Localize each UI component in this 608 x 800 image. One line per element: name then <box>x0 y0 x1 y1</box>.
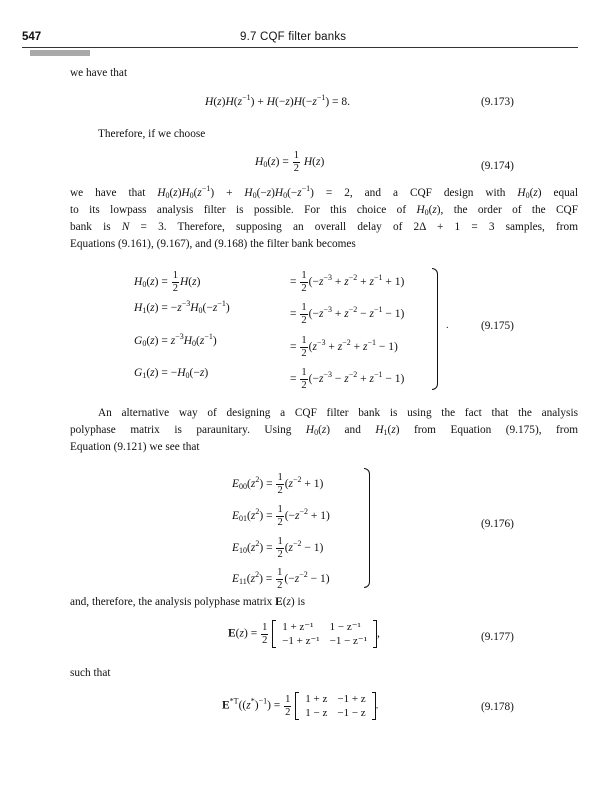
paragraph-5: and, therefore, the analysis polyphase matrix E(z) is <box>70 596 306 608</box>
paragraph-4-line-1: An alternative way of designing a CQF filter bank is using the fact that the analysis <box>98 407 578 419</box>
chapter-tab <box>30 50 90 56</box>
equation-9-175-row-2-rhs: = $\frac{1}{2}$ $(-z^{-3} + z^{-2} - z^{-1} - 1)$ <box>290 302 405 326</box>
equation-9-176-row-4: $E_{11}(z^2)$ = $\frac{1}{2}$ $(-z^{-2} - 1)$ <box>232 567 330 591</box>
running-title: 9.7 CQF filter banks <box>240 31 347 43</box>
equation-number-9-177: (9.177) <box>481 631 514 643</box>
equation-9-175-row-1-lhs: $H_0(z)$ = $\frac{1}{2}$ H(z) <box>134 270 201 294</box>
equation-9-177: E(z) = $\frac{1}{2}$ 1 + z⁻¹ 1 − z⁻¹ −1 + z⁻¹ −1 − z⁻¹ , <box>228 621 380 647</box>
paragraph-3-line-3: bank is N = 3. Therefore, supposing an overall delay of 2Δ + 1 = 3 samples, from <box>70 221 578 233</box>
paragraph-3-line-4: Equations (9.161), (9.167), and (9.168) the filter bank becomes <box>70 238 356 250</box>
paragraph-4-line-2: polyphase matrix is paraunitary. Using $H_0(z)$ and $H_1(z)$ from Equation (9.175), from <box>70 424 579 437</box>
equation-9-178: $E^{*T}((z^*)^{-1})$ = $\frac{1}{2}$ 1 + z −1 + z 1 − z −1 − z . <box>222 693 379 719</box>
equation-9-174: $H_0(z)$ = $\frac{1}{2}$ H(z) <box>255 150 325 174</box>
paragraph-3-line-1: we have that $H_0(z)H_0(z^{-1}) + H_0(-z)H_0(-z^{-1}) = 2$, and a CQF design with $H_0(z)$ equal <box>70 184 578 200</box>
matrix-e: 1 + z⁻¹ 1 − z⁻¹ −1 + z⁻¹ −1 − z⁻¹ <box>272 620 377 648</box>
equation-9-176-brace <box>364 468 370 588</box>
equation-9-175-row-3-lhs: $G_0(z) = z^{-3}H_0(z^{-1})$ <box>134 332 217 348</box>
header-rule <box>22 47 578 48</box>
matrix-e-paraconjugate: 1 + z −1 + z 1 − z −1 − z <box>295 692 375 720</box>
equation-9-175-period: . <box>446 320 449 331</box>
paragraph-2: Therefore, if we choose <box>98 128 206 140</box>
equation-9-176-row-3: $E_{10}(z^2)$ = $\frac{1}{2}$ $(z^{-2} - 1)$ <box>232 536 324 560</box>
paragraph-3-line-2: to its lowpass analysis filter is possible. For this choice of $H_0(z)$, the order of the CQF <box>70 204 578 217</box>
equation-9-175-row-3-rhs: = $\frac{1}{2}$ $(z^{-3} + z^{-2} + z^{-1} - 1)$ <box>290 335 398 359</box>
paragraph-6: such that <box>70 667 111 679</box>
equation-9-175-row-4-lhs: $G_1(z) = -H_0(-z)$ <box>134 367 209 380</box>
equation-number-9-178: (9.178) <box>481 701 514 713</box>
paragraph-1: we have that <box>70 67 128 79</box>
equation-9-176-row-1: $E_{00}(z^2)$ = $\frac{1}{2}$ $(z^{-2} + 1)$ <box>232 472 324 496</box>
equation-9-173: $H(z)H(z^{-1}) + H(-z)H(-z^{-1}) = 8$. <box>205 93 351 108</box>
paragraph-4-line-3: Equation (9.121) we see that <box>70 441 200 453</box>
page-number: 547 <box>22 31 42 43</box>
equation-number-9-175: (9.175) <box>481 320 514 332</box>
equation-number-9-174: (9.174) <box>481 160 514 172</box>
equation-number-9-176: (9.176) <box>481 518 514 530</box>
equation-9-175-row-2-lhs: $H_1(z) = -z^{-3}H_0(-z^{-1})$ <box>134 299 230 315</box>
equation-9-176-row-2: $E_{01}(z^2)$ = $\frac{1}{2}$ $(-z^{-2} + 1)$ <box>232 504 330 528</box>
equation-9-175-brace <box>432 268 438 390</box>
equation-number-9-173: (9.173) <box>481 96 514 108</box>
equation-9-175-row-4-rhs: = $\frac{1}{2}$ $(-z^{-3} - z^{-2} + z^{-1} - 1)$ <box>290 367 405 391</box>
equation-9-175-row-1-rhs: = $\frac{1}{2}$ $(-z^{-3} + z^{-2} + z^{-1} + 1)$ <box>290 270 405 294</box>
